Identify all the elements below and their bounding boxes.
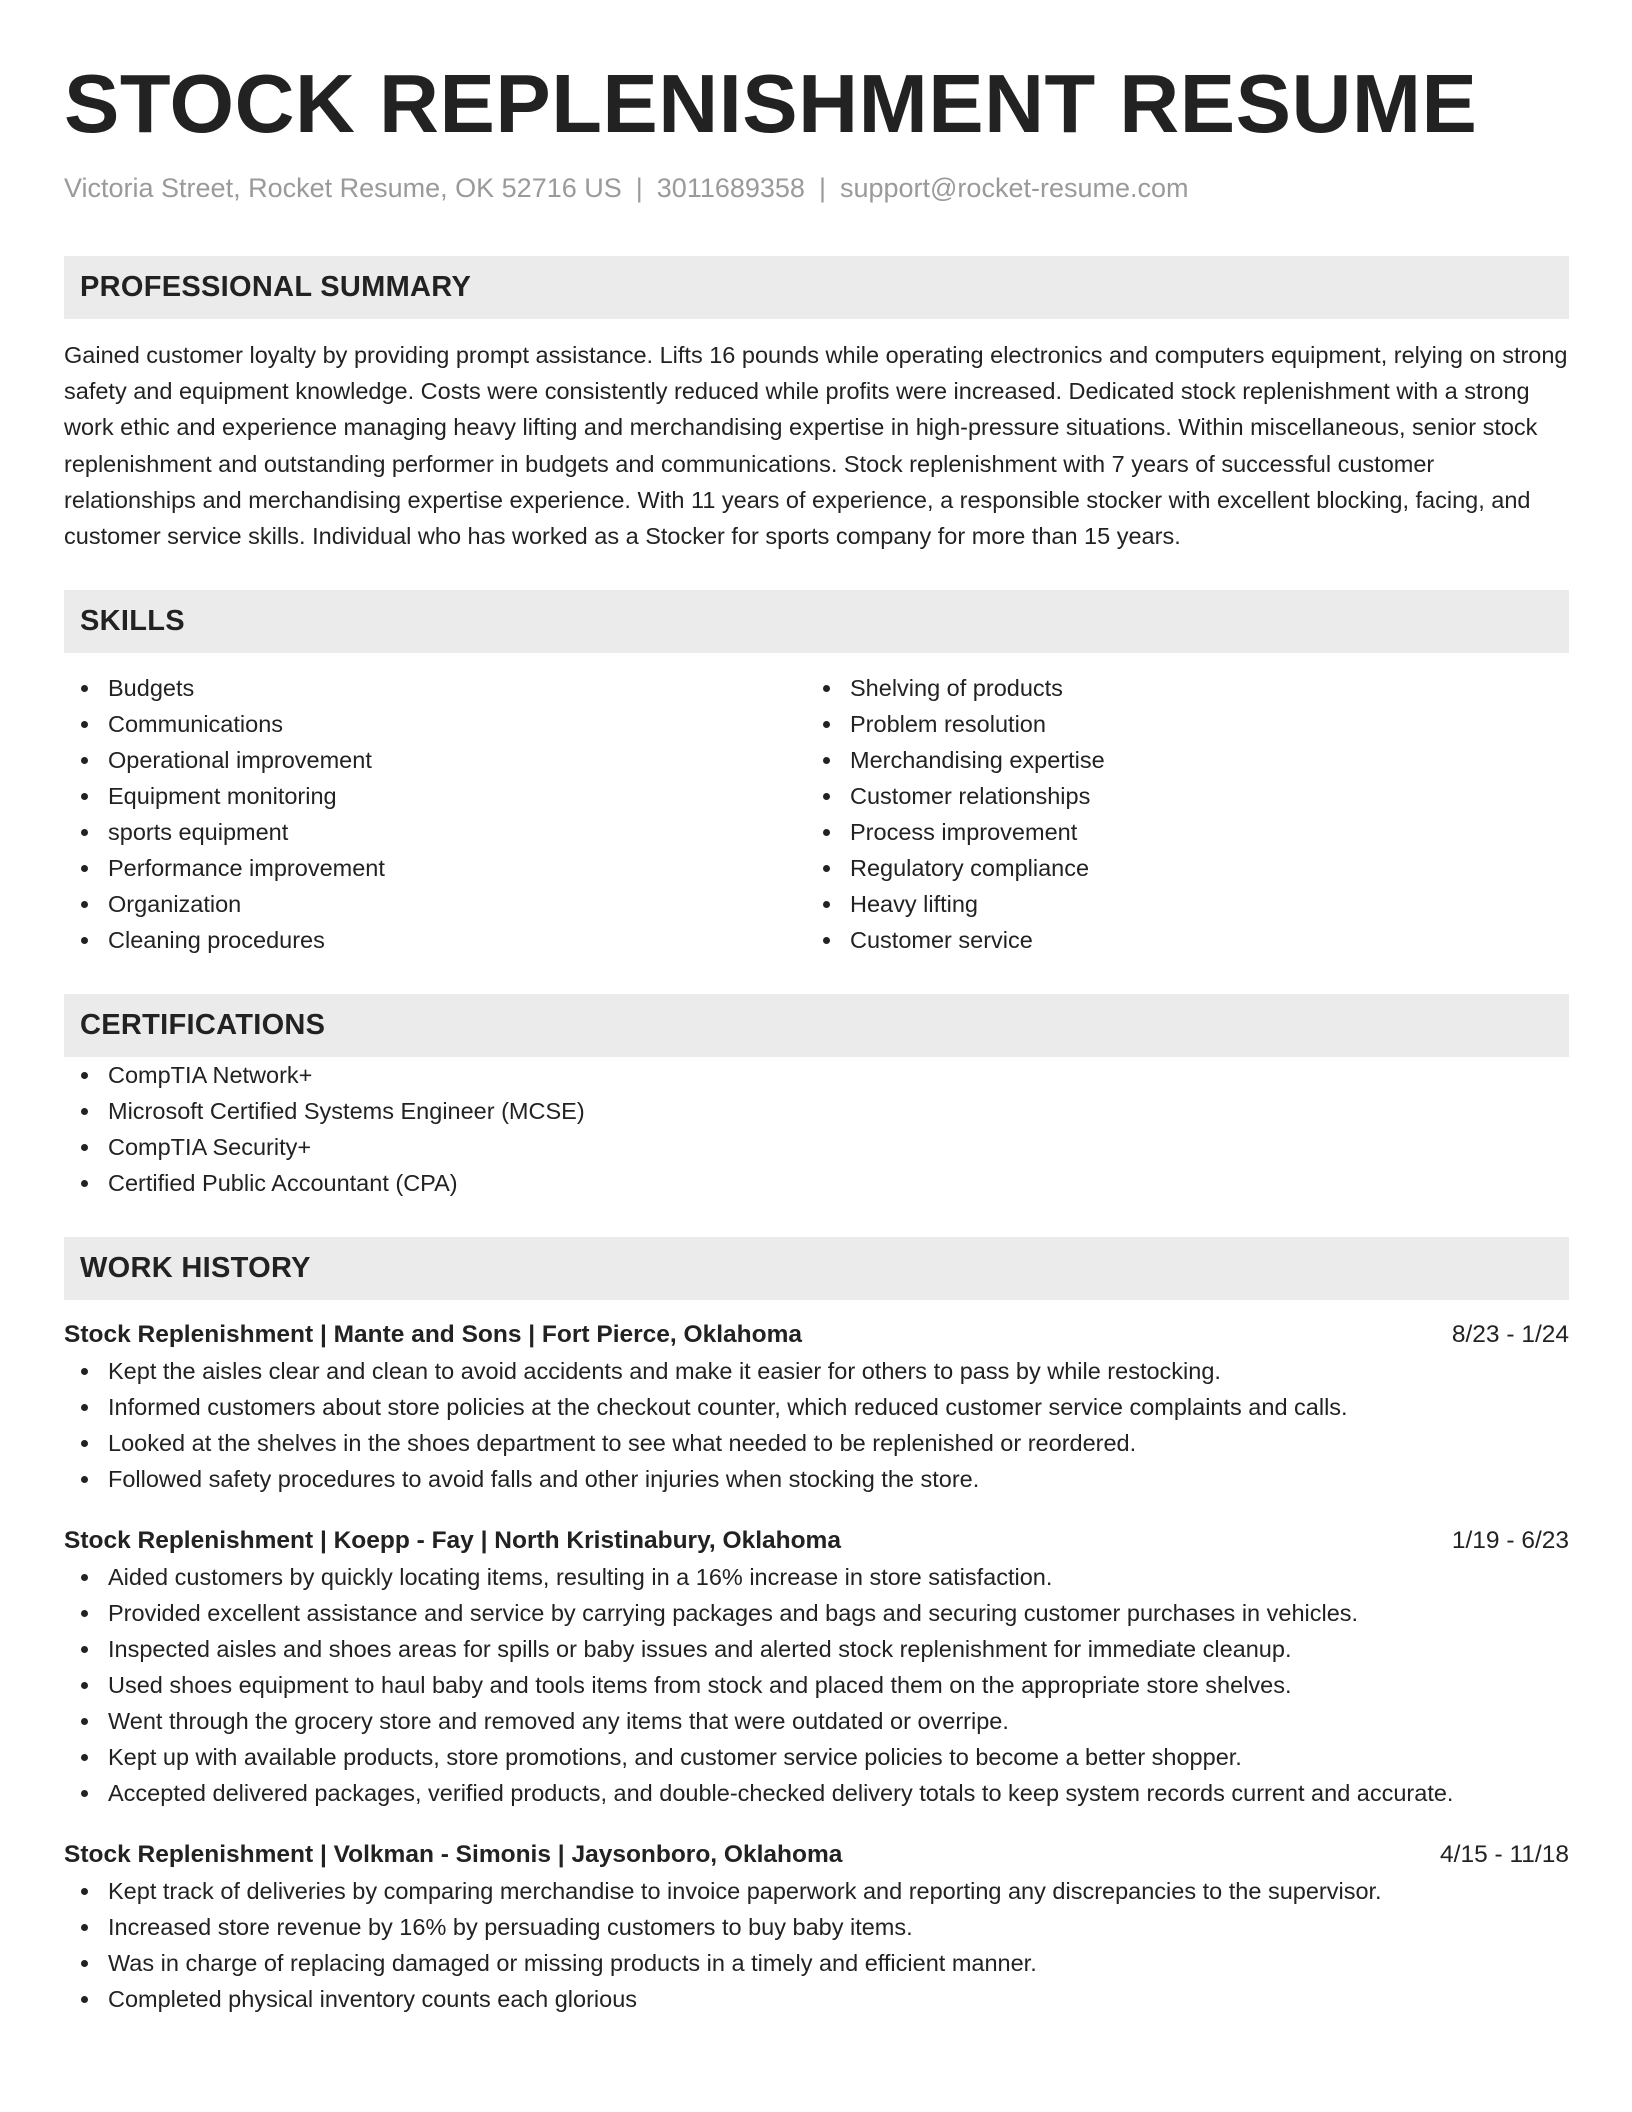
section-heading-summary: PROFESSIONAL SUMMARY	[64, 256, 1569, 319]
job-bullet: Inspected aisles and shoes areas for spills or baby issues and alerted stock replenishment for immediate cleanup.	[64, 1631, 1569, 1667]
skill-item: sports equipment	[64, 814, 806, 850]
skills-list-right	[806, 670, 1548, 958]
job-bullet: Kept track of deliveries by comparing merchandise to invoice paperwork and reporting any discrepancies to the supervisor.	[64, 1873, 1569, 1909]
skill-item: Organization	[64, 886, 806, 922]
skill-item: Budgets	[64, 670, 806, 706]
skill-item: Customer service	[806, 922, 1548, 958]
skill-item: Heavy lifting	[806, 886, 1548, 922]
job-dates: 1/19 - 6/23	[1451, 1527, 1569, 1555]
skill-item: Process improvement	[806, 814, 1548, 850]
skill-item: Regulatory compliance	[806, 850, 1548, 886]
certification-item: Microsoft Certified Systems Engineer (MCSE)	[64, 1093, 1569, 1129]
skill-item: Shelving of products	[806, 670, 1548, 706]
certification-item: CompTIA Network+	[64, 1057, 1569, 1093]
job-bullet-list	[64, 1353, 1569, 1497]
job-bullet: Kept up with available products, store promotions, and customer service policies to become a better shopper.	[64, 1739, 1569, 1775]
skill-item: Operational improvement	[64, 742, 806, 778]
skill-item: Customer relationships	[806, 778, 1548, 814]
skill-item: Problem resolution	[806, 706, 1548, 742]
job-bullet: Kept the aisles clear and clean to avoid accidents and make it easier for others to pass by while restocking.	[64, 1353, 1569, 1389]
job-header	[64, 1317, 1569, 1353]
section-heading-skills: SKILLS	[64, 590, 1569, 653]
certification-item: CompTIA Security+	[64, 1129, 1569, 1165]
job-bullet: Provided excellent assistance and service by carrying packages and bags and securing customer purchases in vehicles.	[64, 1595, 1569, 1631]
resume-title: STOCK REPLENISHMENT RESUME	[64, 57, 1478, 150]
skills-columns	[64, 670, 1569, 958]
skill-item: Merchandising expertise	[806, 742, 1548, 778]
resume-page	[64, 0, 1569, 2017]
job-title: Stock Replenishment | Mante and Sons | Fort Pierce, Oklahoma	[64, 1321, 802, 1349]
job-bullet: Was in charge of replacing damaged or missing products in a timely and efficient manner.	[64, 1945, 1569, 1981]
contact-email: support@rocket-resume.com	[839, 173, 1189, 203]
job-bullet: Used shoes equipment to haul baby and tools items from stock and placed them on the appropriate store shelves.	[64, 1667, 1569, 1703]
section-heading-certifications: CERTIFICATIONS	[64, 994, 1569, 1057]
certifications-list	[64, 1057, 1569, 1201]
job-title: Stock Replenishment | Koepp - Fay | North Kristinabury, Oklahoma	[64, 1527, 841, 1555]
job-bullet: Informed customers about store policies at the checkout counter, which reduced customer service complaints and calls.	[64, 1389, 1569, 1425]
job-entry	[64, 1837, 1569, 2017]
job-bullet-list	[64, 1559, 1569, 1811]
job-header	[64, 1837, 1569, 1873]
contact-separator: |	[818, 173, 826, 203]
job-bullet: Went through the grocery store and removed any items that were outdated or overripe.	[64, 1703, 1569, 1739]
job-bullet: Followed safety procedures to avoid falls and other injuries when stocking the store.	[64, 1461, 1569, 1497]
contact-line	[64, 172, 1569, 204]
skill-item: Performance improvement	[64, 850, 806, 886]
skill-item: Cleaning procedures	[64, 922, 806, 958]
job-bullet: Increased store revenue by 16% by persuading customers to buy baby items.	[64, 1909, 1569, 1945]
job-bullet-list	[64, 1873, 1569, 2017]
section-heading-work-history: WORK HISTORY	[64, 1237, 1569, 1300]
job-entry	[64, 1523, 1569, 1811]
contact-phone: 3011689358	[656, 173, 805, 203]
job-dates: 4/15 - 11/18	[1440, 1841, 1569, 1869]
job-bullet: Completed physical inventory counts each glorious	[64, 1981, 1569, 2017]
job-title: Stock Replenishment | Volkman - Simonis | Jaysonboro, Oklahoma	[64, 1841, 843, 1869]
job-header	[64, 1523, 1569, 1559]
contact-separator: |	[635, 173, 643, 203]
skills-list-left	[64, 670, 806, 958]
skill-item: Communications	[64, 706, 806, 742]
job-dates: 8/23 - 1/24	[1451, 1321, 1569, 1349]
job-bullet: Looked at the shelves in the shoes department to see what needed to be replenished or reordered.	[64, 1425, 1569, 1461]
contact-address: Victoria Street, Rocket Resume, OK 52716 US	[64, 173, 622, 203]
job-bullet: Aided customers by quickly locating items, resulting in a 16% increase in store satisfaction.	[64, 1559, 1569, 1595]
summary-text: Gained customer loyalty by providing prompt assistance. Lifts 16 pounds while operating electronics and computers equipment, relying on strong safety and equipment knowledge. Costs were consistently reduced while profits were increased. Dedicated stock replenishment with a strong work ethic and experience managing heavy lifting and merchandising expertise in high-pressure situations. Within miscellaneous, senior stock replenishment and outstanding performer in budgets and communications. Stock replenishment with 7 years of successful customer relationships and merchandising expertise experience. With 11 years of experience, a responsible stocker with excellent blocking, facing, and customer service skills. Individual who has worked as a Stocker for sports company for more than 15 years.	[64, 342, 1568, 550]
job-bullet: Accepted delivered packages, verified products, and double-checked delivery totals to keep system records current and accurate.	[64, 1775, 1569, 1811]
skill-item: Equipment monitoring	[64, 778, 806, 814]
certification-item: Certified Public Accountant (CPA)	[64, 1165, 1569, 1201]
job-entry	[64, 1317, 1569, 1497]
